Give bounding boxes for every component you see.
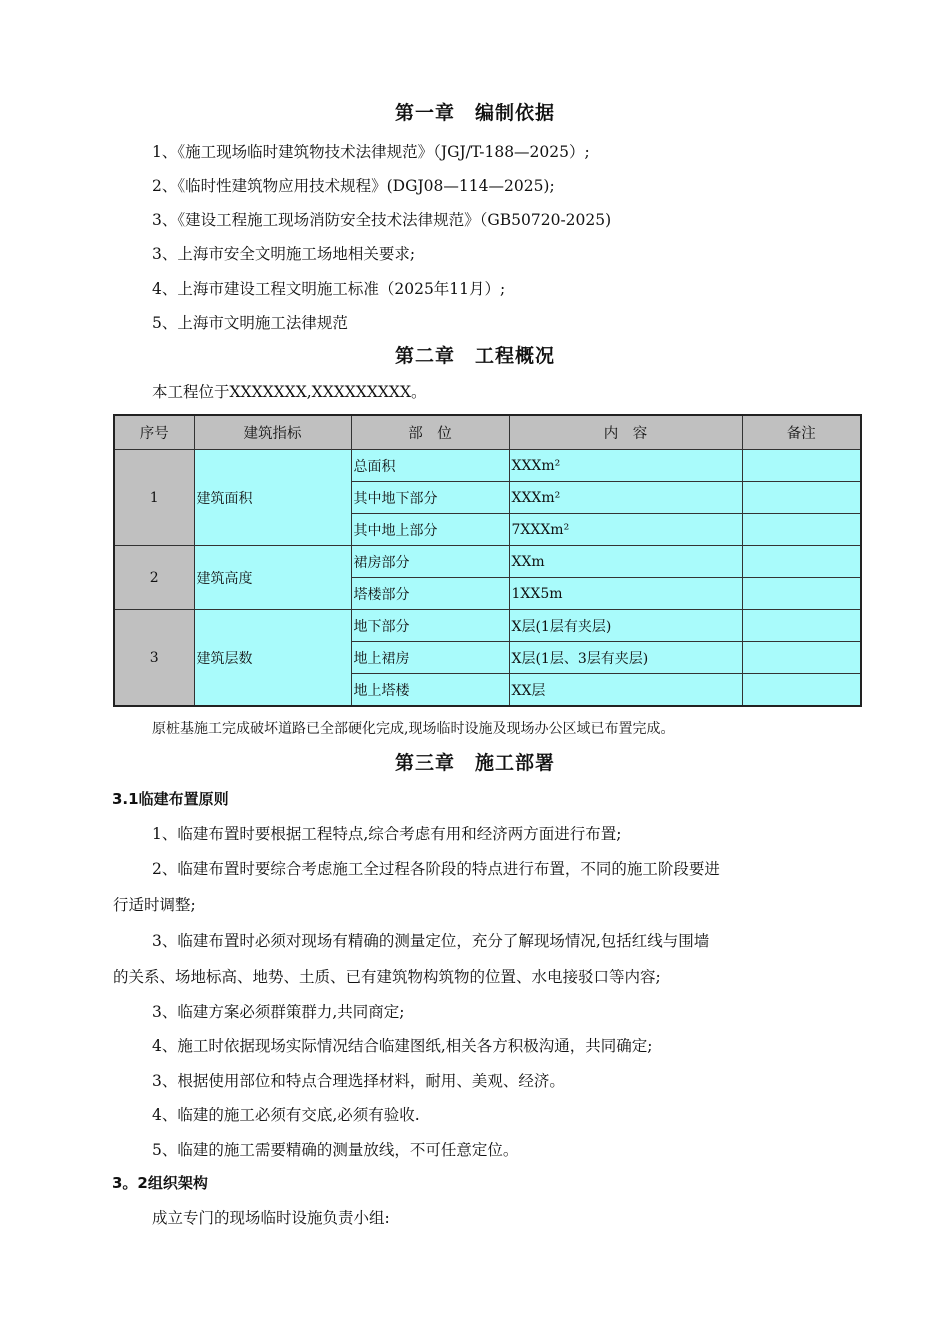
basis-item-2: 2、《临时性建筑物应用技术规程》(DGJ08—114—2025); [152, 177, 555, 195]
principle-2-line-1: 2、临建布置时要综合考虑施工全过程各阶段的特点进行布置，不同的施工阶段要进 [152, 860, 720, 878]
chapter-1-title: 第一章 编制依据 [394, 102, 555, 124]
cell-content: XXXm² [509, 450, 742, 482]
chapter-3-title: 第三章 施工部署 [394, 752, 555, 774]
principle-3-line-2: 的关系、场地标高、地势、土质、已有建筑物构筑物的位置、水电接驳口等内容; [113, 968, 661, 986]
cell-no: 1 [114, 450, 194, 546]
header-content: 内 容 [509, 415, 742, 450]
section-3-1-title: 3.1临建布置原则 [112, 790, 229, 808]
table-note: 原桩基施工完成破坏道路已全部硬化完成,现场临时设施及现场办公区域已布置完成。 [152, 721, 675, 737]
cell-remark [742, 546, 861, 578]
cell-content: X层(1层有夹层) [509, 610, 742, 642]
principle-3-line-1: 3、临建布置时必须对现场有精确的测量定位，充分了解现场情况,包括红线与围墙 [152, 932, 710, 950]
cell-no: 3 [114, 610, 194, 707]
cell-indicator: 建筑层数 [194, 610, 351, 707]
principle-7: 4、临建的施工必须有交底,必须有验收. [152, 1106, 420, 1124]
table-row [114, 610, 861, 642]
header-remark: 备注 [742, 415, 861, 450]
basis-item-1: 1、《施工现场临时建筑物技术法律规范》（JGJ/T-188—2025）; [152, 143, 590, 161]
cell-content: X层(1层、3层有夹层) [509, 642, 742, 674]
cell-part: 地上塔楼 [351, 674, 509, 707]
cell-content: 7XXXm² [509, 514, 742, 546]
header-no: 序号 [114, 415, 194, 450]
cell-part: 地上裙房 [351, 642, 509, 674]
basis-item-6: 5、上海市文明施工法律规范 [152, 314, 348, 332]
cell-part: 总面积 [351, 450, 509, 482]
cell-part: 地下部分 [351, 610, 509, 642]
cell-content: 1XX5m [509, 578, 742, 610]
cell-remark [742, 642, 861, 674]
cell-remark [742, 674, 861, 707]
principle-1: 1、临建布置时要根据工程特点,综合考虑有用和经济两方面进行布置; [152, 825, 622, 843]
cell-part: 其中地上部分 [351, 514, 509, 546]
basis-item-4: 3、上海市安全文明施工场地相关要求; [152, 245, 416, 263]
table-row [114, 450, 861, 482]
cell-content: XXXm² [509, 482, 742, 514]
cell-remark [742, 610, 861, 642]
cell-remark [742, 578, 861, 610]
cell-content: XX层 [509, 674, 742, 707]
cell-remark [742, 482, 861, 514]
table-row [114, 546, 861, 578]
header-part: 部 位 [351, 415, 509, 450]
project-intro: 本工程位于XXXXXXX,XXXXXXXXX。 [152, 383, 427, 401]
cell-remark [742, 450, 861, 482]
table-header-row [114, 415, 861, 450]
basis-item-3: 3、《建设工程施工现场消防安全技术法律规范》（GB50720-2025) [152, 211, 612, 229]
project-overview-table [113, 414, 862, 707]
principle-2-line-2: 行适时调整; [113, 896, 196, 914]
principle-5: 4、施工时依据现场实际情况结合临建图纸,相关各方积极沟通，共同确定; [152, 1037, 653, 1055]
organization-intro: 成立专门的现场临时设施负责小组: [152, 1209, 390, 1227]
section-3-2-title: 3。2组织架构 [112, 1174, 208, 1192]
cell-content: XXm [509, 546, 742, 578]
principle-8: 5、临建的施工需要精确的测量放线，不可任意定位。 [152, 1141, 519, 1159]
cell-part: 其中地下部分 [351, 482, 509, 514]
cell-part: 裙房部分 [351, 546, 509, 578]
principle-4: 3、临建方案必须群策群力,共同商定; [152, 1003, 405, 1021]
cell-indicator: 建筑高度 [194, 546, 351, 610]
principle-6: 3、根据使用部位和特点合理选择材料，耐用、美观、经济。 [152, 1072, 565, 1090]
cell-indicator: 建筑面积 [194, 450, 351, 546]
cell-remark [742, 514, 861, 546]
cell-no: 2 [114, 546, 194, 610]
header-indicator: 建筑指标 [194, 415, 351, 450]
chapter-2-title: 第二章 工程概况 [394, 345, 555, 367]
basis-item-5: 4、上海市建设工程文明施工标准（2025年11月）; [152, 280, 506, 298]
cell-part: 塔楼部分 [351, 578, 509, 610]
